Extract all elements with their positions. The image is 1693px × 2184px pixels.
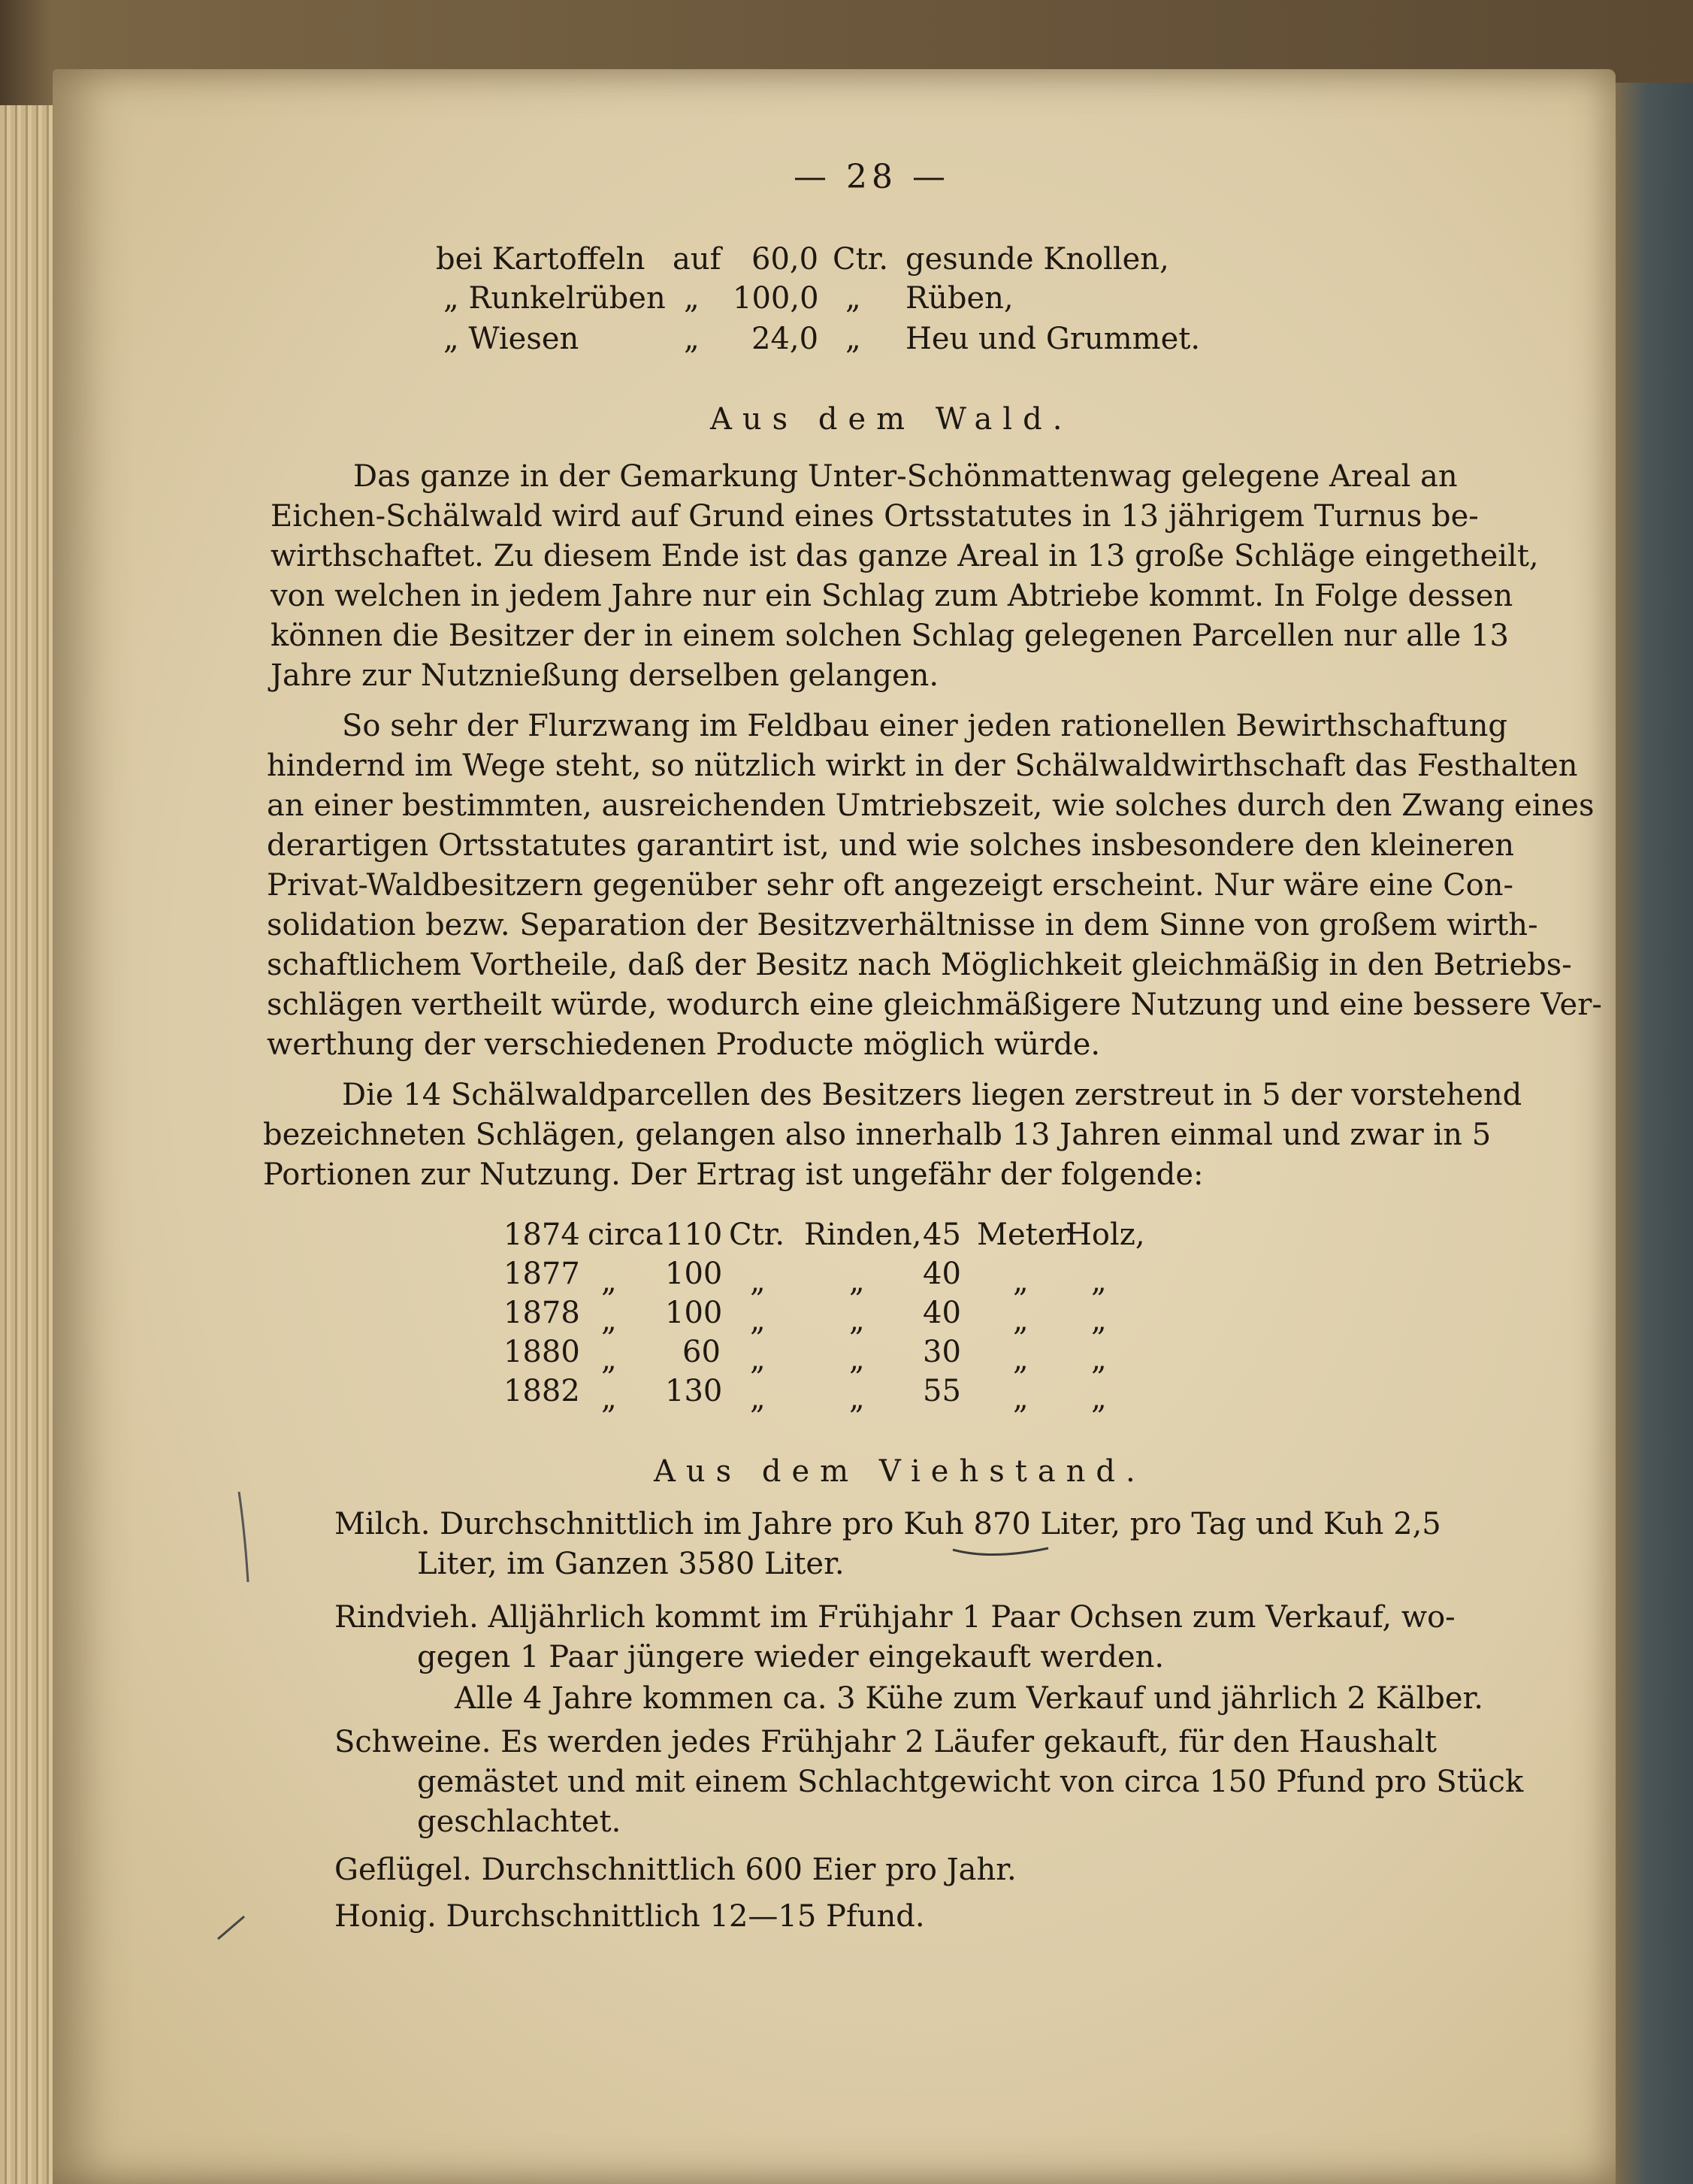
holz-cell: 40 (923, 1296, 961, 1330)
rinde-cell: 100 (665, 1296, 723, 1330)
crop-product: gesunde Knollen, (905, 242, 1169, 277)
holz-cell: 55 (923, 1374, 961, 1408)
crop-amount: 24,0 (751, 322, 819, 356)
circa-cell: „ (601, 1381, 617, 1416)
unit-cell: „ (750, 1342, 766, 1377)
label-cell: „ (849, 1381, 865, 1416)
holz-cell: 30 (923, 1335, 961, 1369)
entry-honig: Honig. Durchschnittlich 12—15 Pfund. (334, 1899, 925, 1934)
unit-cell: „ (750, 1264, 766, 1299)
text-line: solidation bezw. Separation der Besitzverhältnisse in dem Sinne von großem wirth- (267, 908, 1538, 942)
circa-cell: „ (601, 1264, 617, 1299)
rinde-cell: 110 (665, 1218, 723, 1252)
text-line: Portionen zur Nutzung. Der Ertrag ist ungefähr der folgende: (263, 1157, 1204, 1192)
holz-cell: 40 (923, 1257, 961, 1291)
unit-cell: „ (1013, 1342, 1029, 1377)
crop-name: „ Runkelrüben (443, 281, 666, 316)
text-line: werthung der verschiedenen Producte möglich würde. (267, 1027, 1101, 1062)
unit-cell: Meter (977, 1218, 1070, 1252)
year-cell: 1874 (503, 1218, 580, 1252)
text-line: an einer bestimmten, ausreichenden Umtriebszeit, wie solches durch den Zwang eines (267, 788, 1595, 823)
text-line: Schweine. Es werden jedes Frühjahr 2 Läufer gekauft, für den Haushalt (334, 1725, 1437, 1759)
crop-name: „ Wiesen (443, 322, 579, 356)
unit-cell: „ (1013, 1381, 1029, 1416)
text-line: wirthschaftet. Zu diesem Ende ist das ganze Areal in 13 große Schläge eingetheilt, (271, 539, 1539, 573)
pencil-margin-line (239, 1492, 248, 1582)
text-line: Das ganze in der Gemarkung Unter-Schönmattenwag gelegene Areal an (353, 459, 1458, 494)
holz-cell: 45 (923, 1218, 961, 1252)
crop-unit: „ (684, 281, 700, 316)
label-cell: „ (1091, 1264, 1107, 1299)
label-cell: „ (1091, 1342, 1107, 1377)
year-cell: 1882 (503, 1374, 580, 1408)
text-line: Alle 4 Jahre kommen ca. 3 Kühe zum Verkauf und jährlich 2 Kälber. (455, 1681, 1483, 1716)
text-line: gemästet und mit einem Schlachtgewicht von circa 150 Pfund pro Stück (417, 1765, 1524, 1799)
label-cell: Rinden, (804, 1218, 922, 1252)
crop-measure: „ (845, 281, 861, 316)
label-cell: „ (849, 1264, 865, 1299)
label-cell: „ (849, 1303, 865, 1338)
label-cell: „ (849, 1342, 865, 1377)
crop-measure: „ (845, 322, 861, 356)
text-line: geschlachtet. (417, 1804, 621, 1839)
text-line: Jahre zur Nutznießung derselben gelangen. (271, 658, 939, 693)
circa-cell: „ (601, 1303, 617, 1338)
pencil-underline (953, 1548, 1048, 1555)
crop-unit: „ (684, 322, 700, 356)
page-number: — 28 — (794, 158, 950, 196)
text-line: von welchen in jedem Jahre nur ein Schlag zum Abtriebe kommt. In Folge dessen (271, 579, 1513, 613)
crop-unit: auf (673, 242, 721, 277)
text-line: Privat-Waldbesitzern gegenüber sehr oft angezeigt erscheint. Nur wäre eine Con- (267, 868, 1514, 903)
crop-product: Heu und Grummet. (905, 322, 1201, 356)
text-line: schaftlichem Vortheile, daß der Besitz nach Möglichkeit gleichmäßig in den Betriebs- (267, 948, 1572, 982)
text-line: schlägen vertheilt würde, wodurch eine gleichmäßigere Nutzung und eine bessere Ver- (267, 988, 1602, 1022)
year-cell: 1877 (503, 1257, 580, 1291)
text-line: bezeichneten Schlägen, gelangen also innerhalb 13 Jahren einmal und zwar in 5 (263, 1118, 1492, 1152)
year-cell: 1880 (503, 1335, 580, 1369)
section-heading-wald: Aus dem Wald. (710, 402, 1073, 437)
crop-measure: Ctr. (833, 242, 889, 277)
text-line: hindernd im Wege steht, so nützlich wirkt in der Schälwaldwirthschaft das Festhalten (267, 749, 1578, 783)
year-cell: 1878 (503, 1296, 580, 1330)
text-line: gegen 1 Paar jüngere wieder eingekauft werden. (417, 1640, 1165, 1674)
unit-cell: „ (750, 1381, 766, 1416)
label-cell: „ (1091, 1303, 1107, 1338)
entry-gefluegel: Geflügel. Durchschnittlich 600 Eier pro Jahr. (334, 1853, 1017, 1887)
unit-cell: „ (1013, 1303, 1029, 1338)
rinde-cell: 60 (682, 1335, 721, 1369)
circa-cell: „ (601, 1342, 617, 1377)
text-line: Milch. Durchschnittlich im Jahre pro Kuh 870 Liter, pro Tag und Kuh 2,5 (334, 1507, 1441, 1541)
unit-cell: „ (750, 1303, 766, 1338)
text-line: können die Besitzer der in einem solchen Schlag gelegenen Parcellen nur alle 13 (271, 619, 1509, 653)
unit-cell: Ctr. (729, 1218, 785, 1252)
label-cell: Holz, (1066, 1218, 1145, 1252)
text-line: derartigen Ortsstatutes garantirt ist, und wie solches insbesondere den kleineren (267, 828, 1515, 863)
text-line: Rindvieh. Alljährlich kommt im Frühjahr 1 Paar Ochsen zum Verkauf, wo- (334, 1600, 1456, 1635)
label-cell: „ (1091, 1381, 1107, 1416)
rinde-cell: 100 (665, 1257, 723, 1291)
text-line: Eichen-Schälwald wird auf Grund eines Ortsstatutes in 13 jährigem Turnus be- (271, 499, 1479, 534)
text-line: So sehr der Flurzwang im Feldbau einer jeden rationellen Bewirthschaftung (342, 709, 1508, 743)
pencil-slash (218, 1916, 244, 1939)
circa-cell: circa (588, 1218, 664, 1252)
unit-cell: „ (1013, 1264, 1029, 1299)
section-heading-vieh: Aus dem Viehstand. (654, 1454, 1146, 1489)
crop-amount: 60,0 (751, 242, 819, 277)
text-line: Die 14 Schälwaldparcellen des Besitzers liegen zerstreut in 5 der vorstehend (342, 1078, 1522, 1112)
crop-name: bei Kartoffeln (436, 242, 645, 277)
rinde-cell: 130 (665, 1374, 723, 1408)
crop-amount: 100,0 (733, 281, 819, 316)
text-line: Liter, im Ganzen 3580 Liter. (417, 1547, 845, 1581)
crop-product: Rüben, (905, 281, 1014, 316)
